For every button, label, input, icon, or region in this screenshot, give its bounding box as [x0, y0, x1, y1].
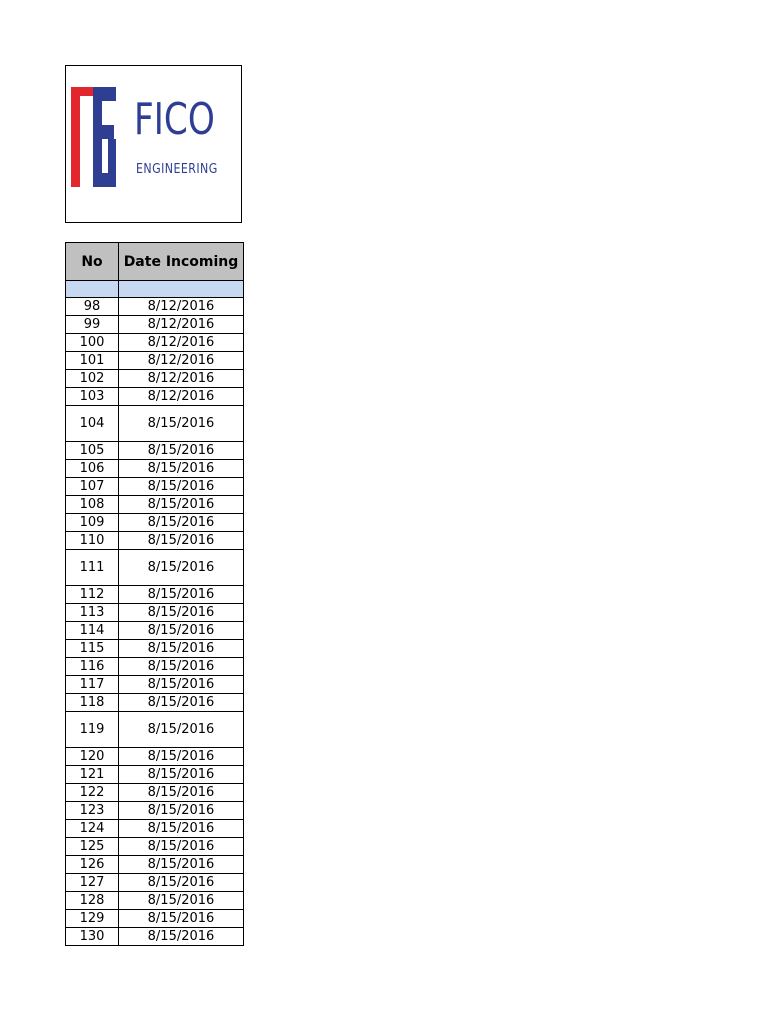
cell-date-incoming[interactable]: 8/15/2016	[119, 676, 244, 694]
cell-date-incoming[interactable]: 8/15/2016	[119, 478, 244, 496]
table-row	[66, 370, 244, 388]
cell-no[interactable]: 130	[66, 928, 119, 946]
table-row	[66, 928, 244, 946]
cell-no[interactable]: 103	[66, 388, 119, 406]
cell-date-incoming[interactable]: 8/15/2016	[119, 550, 244, 586]
table-header-row	[66, 243, 244, 281]
cell-date-incoming[interactable]: 8/15/2016	[119, 694, 244, 712]
cell-date-incoming[interactable]: 8/15/2016	[119, 820, 244, 838]
cell-no[interactable]: 112	[66, 586, 119, 604]
cell-no[interactable]: 126	[66, 856, 119, 874]
cell-no[interactable]: 122	[66, 784, 119, 802]
table-row	[66, 550, 244, 586]
cell-date-incoming[interactable]: 8/15/2016	[119, 640, 244, 658]
column-header-date-incoming: Date Incoming	[119, 243, 244, 281]
cell-no[interactable]: 101	[66, 352, 119, 370]
cell-no[interactable]: 127	[66, 874, 119, 892]
cell-date-incoming[interactable]: 8/15/2016	[119, 802, 244, 820]
cell-no[interactable]: 120	[66, 748, 119, 766]
cell-no[interactable]: 100	[66, 334, 119, 352]
table-row	[66, 352, 244, 370]
cell-no[interactable]: 113	[66, 604, 119, 622]
cell-no[interactable]: 124	[66, 820, 119, 838]
table-row	[66, 406, 244, 442]
cell-date-incoming[interactable]: 8/15/2016	[119, 442, 244, 460]
table-row	[66, 766, 244, 784]
cell-date-incoming[interactable]: 8/15/2016	[119, 658, 244, 676]
cell-no[interactable]: 106	[66, 460, 119, 478]
cell-no[interactable]: 117	[66, 676, 119, 694]
cell-no[interactable]: 102	[66, 370, 119, 388]
cell-date-incoming[interactable]: 8/15/2016	[119, 514, 244, 532]
table-row	[66, 514, 244, 532]
cell-no[interactable]: 128	[66, 892, 119, 910]
table-row	[66, 388, 244, 406]
cell-no[interactable]: 125	[66, 838, 119, 856]
table-row	[66, 622, 244, 640]
cell-date-incoming[interactable]: 8/15/2016	[119, 460, 244, 478]
table-row	[66, 802, 244, 820]
band-cell	[66, 281, 119, 298]
cell-date-incoming[interactable]: 8/15/2016	[119, 910, 244, 928]
cell-no[interactable]: 119	[66, 712, 119, 748]
table-row	[66, 640, 244, 658]
cell-no[interactable]: 114	[66, 622, 119, 640]
cell-no[interactable]: 116	[66, 658, 119, 676]
cell-date-incoming[interactable]: 8/12/2016	[119, 316, 244, 334]
table-row	[66, 676, 244, 694]
table-row	[66, 820, 244, 838]
cell-date-incoming[interactable]: 8/12/2016	[119, 334, 244, 352]
table-row	[66, 694, 244, 712]
cell-no[interactable]: 105	[66, 442, 119, 460]
cell-date-incoming[interactable]: 8/15/2016	[119, 766, 244, 784]
cell-date-incoming[interactable]: 8/12/2016	[119, 298, 244, 316]
table-row	[66, 478, 244, 496]
cell-no[interactable]: 109	[66, 514, 119, 532]
cell-date-incoming[interactable]: 8/12/2016	[119, 388, 244, 406]
table-row	[66, 658, 244, 676]
table-row	[66, 874, 244, 892]
table-row	[66, 892, 244, 910]
table-row	[66, 496, 244, 514]
cell-date-incoming[interactable]: 8/15/2016	[119, 496, 244, 514]
cell-date-incoming[interactable]: 8/15/2016	[119, 622, 244, 640]
cell-no[interactable]: 108	[66, 496, 119, 514]
cell-date-incoming[interactable]: 8/15/2016	[119, 586, 244, 604]
table-row	[66, 298, 244, 316]
cell-no[interactable]: 121	[66, 766, 119, 784]
table-row	[66, 604, 244, 622]
table-row	[66, 838, 244, 856]
cell-no[interactable]: 107	[66, 478, 119, 496]
table-row	[66, 910, 244, 928]
cell-date-incoming[interactable]: 8/15/2016	[119, 712, 244, 748]
cell-date-incoming[interactable]: 8/15/2016	[119, 892, 244, 910]
cell-no[interactable]: 129	[66, 910, 119, 928]
cell-date-incoming[interactable]: 8/15/2016	[119, 748, 244, 766]
cell-no[interactable]: 123	[66, 802, 119, 820]
cell-date-incoming[interactable]: 8/15/2016	[119, 604, 244, 622]
cell-date-incoming[interactable]: 8/15/2016	[119, 838, 244, 856]
table-row	[66, 856, 244, 874]
table-row	[66, 460, 244, 478]
column-header-no: No	[66, 243, 119, 281]
fico-logo-mark-icon	[71, 87, 121, 187]
cell-no[interactable]: 98	[66, 298, 119, 316]
company-logo	[65, 65, 242, 223]
table-row	[66, 748, 244, 766]
cell-date-incoming[interactable]: 8/15/2016	[119, 928, 244, 946]
highlight-band-row	[66, 281, 244, 298]
table-row	[66, 442, 244, 460]
cell-no[interactable]: 115	[66, 640, 119, 658]
table-row	[66, 586, 244, 604]
cell-date-incoming[interactable]: 8/15/2016	[119, 532, 244, 550]
table-row	[66, 784, 244, 802]
logo-title: FICO	[134, 94, 215, 145]
cell-no[interactable]: 104	[66, 406, 119, 442]
cell-no[interactable]: 111	[66, 550, 119, 586]
cell-date-incoming[interactable]: 8/15/2016	[119, 874, 244, 892]
cell-no[interactable]: 110	[66, 532, 119, 550]
band-cell	[119, 281, 244, 298]
cell-date-incoming[interactable]: 8/15/2016	[119, 856, 244, 874]
cell-date-incoming[interactable]: 8/12/2016	[119, 370, 244, 388]
cell-no[interactable]: 118	[66, 694, 119, 712]
cell-no[interactable]: 99	[66, 316, 119, 334]
table-row	[66, 316, 244, 334]
incoming-log-table	[65, 242, 244, 946]
cell-date-incoming[interactable]: 8/15/2016	[119, 784, 244, 802]
table-row	[66, 334, 244, 352]
table-row	[66, 712, 244, 748]
cell-date-incoming[interactable]: 8/12/2016	[119, 352, 244, 370]
table-row	[66, 532, 244, 550]
logo-subtitle: ENGINEERING	[136, 162, 218, 177]
cell-date-incoming[interactable]: 8/15/2016	[119, 406, 244, 442]
